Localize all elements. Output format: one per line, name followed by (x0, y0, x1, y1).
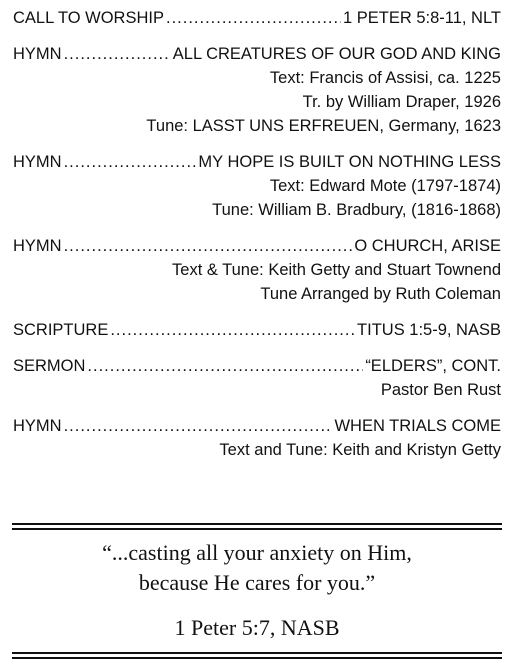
program-entry-hymn-4 (13, 415, 501, 462)
entry-detail: Text: Francis of Assisi, ca. 1225 (269, 69, 501, 87)
entry-detail: Tune: William B. Bradbury, (1816-1868) (212, 201, 501, 219)
program-entry-hymn-2 (13, 151, 501, 222)
entry-title: “ELDERS”, CONT. (365, 357, 501, 375)
entry-title: 1 PETER 5:8-11, NLT (342, 9, 501, 27)
entry-detail: Text: Edward Mote (1797-1874) (269, 177, 501, 195)
quote-line: because He cares for you.” (138, 570, 376, 595)
quote-line: “...casting all your anxiety on Him, (102, 540, 412, 565)
dot-leader (64, 151, 197, 174)
program-entry-sermon (13, 355, 501, 402)
entry-detail: Tune Arranged by Ruth Coleman (260, 285, 501, 303)
entry-title: MY HOPE IS BUILT ON NOTHING LESS (198, 153, 501, 171)
dot-leader (166, 7, 341, 30)
program-line (13, 235, 501, 258)
divider-top (12, 523, 502, 530)
program-line (13, 355, 501, 378)
entry-detail: Text and Tune: Keith and Kristyn Getty (219, 441, 501, 459)
entry-title: TITUS 1:5-9, NASB (357, 321, 501, 339)
entry-title: ALL CREATURES OF OUR GOD AND KING (172, 45, 501, 63)
entry-label: SCRIPTURE (13, 321, 109, 339)
dot-leader (87, 355, 363, 378)
program-entry-hymn-1 (13, 43, 501, 138)
entry-detail: Tr. by William Draper, 1926 (302, 93, 501, 111)
order-of-service (13, 7, 501, 475)
entry-title: WHEN TRIALS COME (334, 417, 501, 435)
entry-detail: Pastor Ben Rust (380, 381, 501, 399)
program-line (13, 151, 501, 174)
program-line (13, 7, 501, 30)
entry-label: HYMN (13, 237, 62, 255)
dot-leader (64, 235, 353, 258)
dot-leader (64, 415, 333, 438)
entry-title: O CHURCH, ARISE (354, 237, 501, 255)
program-entry-scripture (13, 319, 501, 342)
entry-label: HYMN (13, 153, 62, 171)
entry-label: SERMON (13, 357, 86, 375)
dot-leader (110, 319, 355, 342)
program-entry-hymn-3 (13, 235, 501, 306)
program-line (13, 415, 501, 438)
program-line (13, 319, 501, 342)
quote-reference: 1 Peter 5:7, NASB (174, 615, 340, 640)
scripture-quote (12, 538, 502, 598)
entry-label: HYMN (13, 417, 62, 435)
divider-bottom (12, 652, 502, 659)
entry-detail: Text & Tune: Keith Getty and Stuart Townend (172, 261, 501, 279)
entry-label: CALL TO WORSHIP (13, 9, 164, 27)
program-line (13, 43, 501, 66)
entry-label: HYMN (13, 45, 62, 63)
program-entry-call-to-worship (13, 7, 501, 30)
dot-leader (64, 43, 171, 66)
entry-detail: Tune: LASST UNS ERFREUEN, Germany, 1623 (146, 117, 501, 135)
